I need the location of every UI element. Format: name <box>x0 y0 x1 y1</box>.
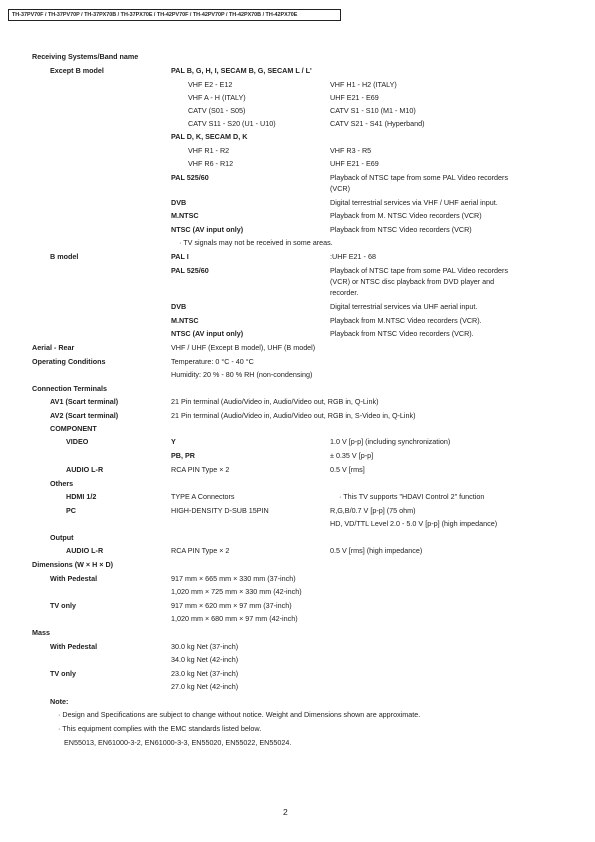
operating-label: Operating Conditions <box>32 357 106 366</box>
component-label: COMPONENT <box>50 424 97 433</box>
pal525-desc: (VCR) or NTSC disc playback from DVD player and <box>330 277 495 286</box>
mntsc-desc: Playback from M. NTSC Video recorders (VCR) <box>330 211 482 220</box>
band-cell: CATV S11 - S20 (U1 - U10) <box>188 119 276 128</box>
audio-lr-label: AUDIO L-R <box>66 465 104 474</box>
av1-value: 21 Pin terminal (Audio/Video in, Audio/Video out, RGB in, Q-Link) <box>171 397 379 406</box>
dimensions-value: 917 mm × 620 mm × 97 mm (37-inch) <box>171 601 292 610</box>
band-cell: VHF R1 - R2 <box>188 146 230 155</box>
dimensions-title: Dimensions (W × H × D) <box>32 560 114 569</box>
band-cell: CATV S1 - S10 (M1 - M10) <box>330 106 416 115</box>
pal-bg-system: PAL B, G, H, I, SECAM B, G, SECAM L / L' <box>171 66 312 75</box>
mass-tv-only-label: TV only <box>50 669 76 678</box>
pal525-desc: Playback of NTSC tape from some PAL Video recorders <box>330 173 509 182</box>
video-label: VIDEO <box>66 437 89 446</box>
dvb-desc: Digital terrestrial services via VHF / UHF aerial input. <box>330 198 498 207</box>
operating-humidity: Humidity: 20 % - 80 % RH (non-condensing) <box>171 370 313 379</box>
pal525-desc: recorder. <box>330 288 359 297</box>
aerial-value: VHF / UHF (Except B model), UHF (B model) <box>171 343 316 352</box>
others-label: Others <box>50 479 74 488</box>
section-receiving-title: Receiving Systems/Band name <box>32 52 139 61</box>
pal525-desc: (VCR) <box>330 184 350 193</box>
dimensions-value: 1,020 mm × 725 mm × 330 mm (42-inch) <box>171 587 302 596</box>
mntsc-desc: Playback from M.NTSC Video recorders (VCR). <box>330 316 482 325</box>
y-value: 1.0 V [p-p] (including synchronization) <box>330 437 451 446</box>
pbpr-label: PB, PR <box>171 451 195 460</box>
dimensions-value: 917 mm × 665 mm × 330 mm (37-inch) <box>171 574 296 583</box>
band-cell: VHF E2 - E12 <box>188 80 233 89</box>
dimensions-value: 1,020 mm × 680 mm × 97 mm (42-inch) <box>171 614 298 623</box>
page-number: 2 <box>283 807 288 817</box>
av1-label: AV1 (Scart terminal) <box>50 397 119 406</box>
pal525-desc: Playback of NTSC tape from some PAL Video recorders <box>330 266 509 275</box>
document-header: TH-37PV70F / TH-37PV70P / TH-37PX70B / TH-37PX70E / TH-42PV70F / TH-42PV70P / TH-42PX70B / TH-42PX70E <box>8 9 341 21</box>
pal-dk-system: PAL D, K, SECAM D, K <box>171 132 248 141</box>
pc-label: PC <box>66 506 76 515</box>
hdmi-value: TYPE A Connectors <box>171 492 235 501</box>
aerial-label: Aerial - Rear <box>32 343 75 352</box>
band-cell: CATV S21 - S41 (Hyperband) <box>330 119 425 128</box>
note-title: Note: <box>50 697 69 706</box>
band-cell: VHF A - H (ITALY) <box>188 93 246 102</box>
audio-lr-value: RCA PIN Type × 2 <box>171 465 230 474</box>
note-line: · Design and Specifications are subject to change without notice. Weight and Dimensions shown are approximate. <box>58 710 421 719</box>
dimensions-with-pedestal-label: With Pedestal <box>50 574 98 583</box>
mass-value: 30.0 kg Net (37-inch) <box>171 642 239 651</box>
reception-note: · TV signals may not be received in some areas. <box>179 238 333 247</box>
ntsc-desc: Playback from NTSC Video recorders (VCR). <box>330 329 474 338</box>
ntsc-desc: Playback from NTSC Video recorders (VCR) <box>330 225 472 234</box>
note-line: · This equipment complies with the EMC standards listed below. <box>58 724 262 733</box>
band-cell: VHF R6 - R12 <box>188 159 234 168</box>
av2-label: AV2 (Scart terminal) <box>50 411 119 420</box>
dvb-label: DVB <box>171 302 187 311</box>
operating-temperature: Temperature: 0 °C - 40 °C <box>171 357 254 366</box>
ntsc-label: NTSC (AV input only) <box>171 329 244 338</box>
pbpr-value: ± 0.35 V [p-p] <box>330 451 374 460</box>
dimensions-tv-only-label: TV only <box>50 601 76 610</box>
dvb-label: DVB <box>171 198 187 207</box>
mntsc-label: M.NTSC <box>171 211 199 220</box>
band-cell: VHF R3 - R5 <box>330 146 372 155</box>
pal-i-desc: :UHF E21 - 68 <box>330 252 376 261</box>
pal-i-label: PAL I <box>171 252 189 261</box>
band-cell: CATV (S01 - S05) <box>188 106 246 115</box>
mass-value: 27.0 kg Net (42-inch) <box>171 682 239 691</box>
b-model-label: B model <box>50 252 79 261</box>
except-b-model-label: Except B model <box>50 66 104 75</box>
dvb-desc: Digital terrestrial services via UHF aerial input. <box>330 302 478 311</box>
mass-with-pedestal-label: With Pedestal <box>50 642 98 651</box>
band-cell: UHF E21 - E69 <box>330 93 379 102</box>
output-audio-value: RCA PIN Type × 2 <box>171 546 230 555</box>
output-label: Output <box>50 533 74 542</box>
ntsc-label: NTSC (AV input only) <box>171 225 244 234</box>
mass-value: 34.0 kg Net (42-inch) <box>171 655 239 664</box>
hdmi-note: · This TV supports "HDAVI Control 2" function <box>339 492 485 501</box>
mass-title: Mass <box>32 628 50 637</box>
hdmi-label: HDMI 1/2 <box>66 492 97 501</box>
av2-value: 21 Pin terminal (Audio/Video in, Audio/Video out, RGB in, S-Video in, Q-Link) <box>171 411 416 420</box>
pal525-label: PAL 525/60 <box>171 173 209 182</box>
band-cell: UHF E21 - E69 <box>330 159 379 168</box>
mntsc-label: M.NTSC <box>171 316 199 325</box>
connection-title: Connection Terminals <box>32 384 107 393</box>
mass-value: 23.0 kg Net (37-inch) <box>171 669 239 678</box>
pc-value: HIGH-DENSITY D-SUB 15PIN <box>171 506 269 515</box>
audio-lr-spec: 0.5 V [rms] <box>330 465 365 474</box>
band-cell: VHF H1 - H2 (ITALY) <box>330 80 397 89</box>
pal525-label: PAL 525/60 <box>171 266 209 275</box>
pc-spec-rgb: R,G,B/0.7 V [p-p] (75 ohm) <box>330 506 416 515</box>
note-standards: EN55013, EN61000-3-2, EN61000-3-3, EN55020, EN55022, EN55024. <box>64 738 292 747</box>
pc-spec-sync: HD, VD/TTL Level 2.0 - 5.0 V [p-p] (high impedance) <box>330 519 498 528</box>
output-audio-spec: 0.5 V [rms] (high impedance) <box>330 546 423 555</box>
y-label: Y <box>171 437 176 446</box>
output-audio-label: AUDIO L-R <box>66 546 104 555</box>
